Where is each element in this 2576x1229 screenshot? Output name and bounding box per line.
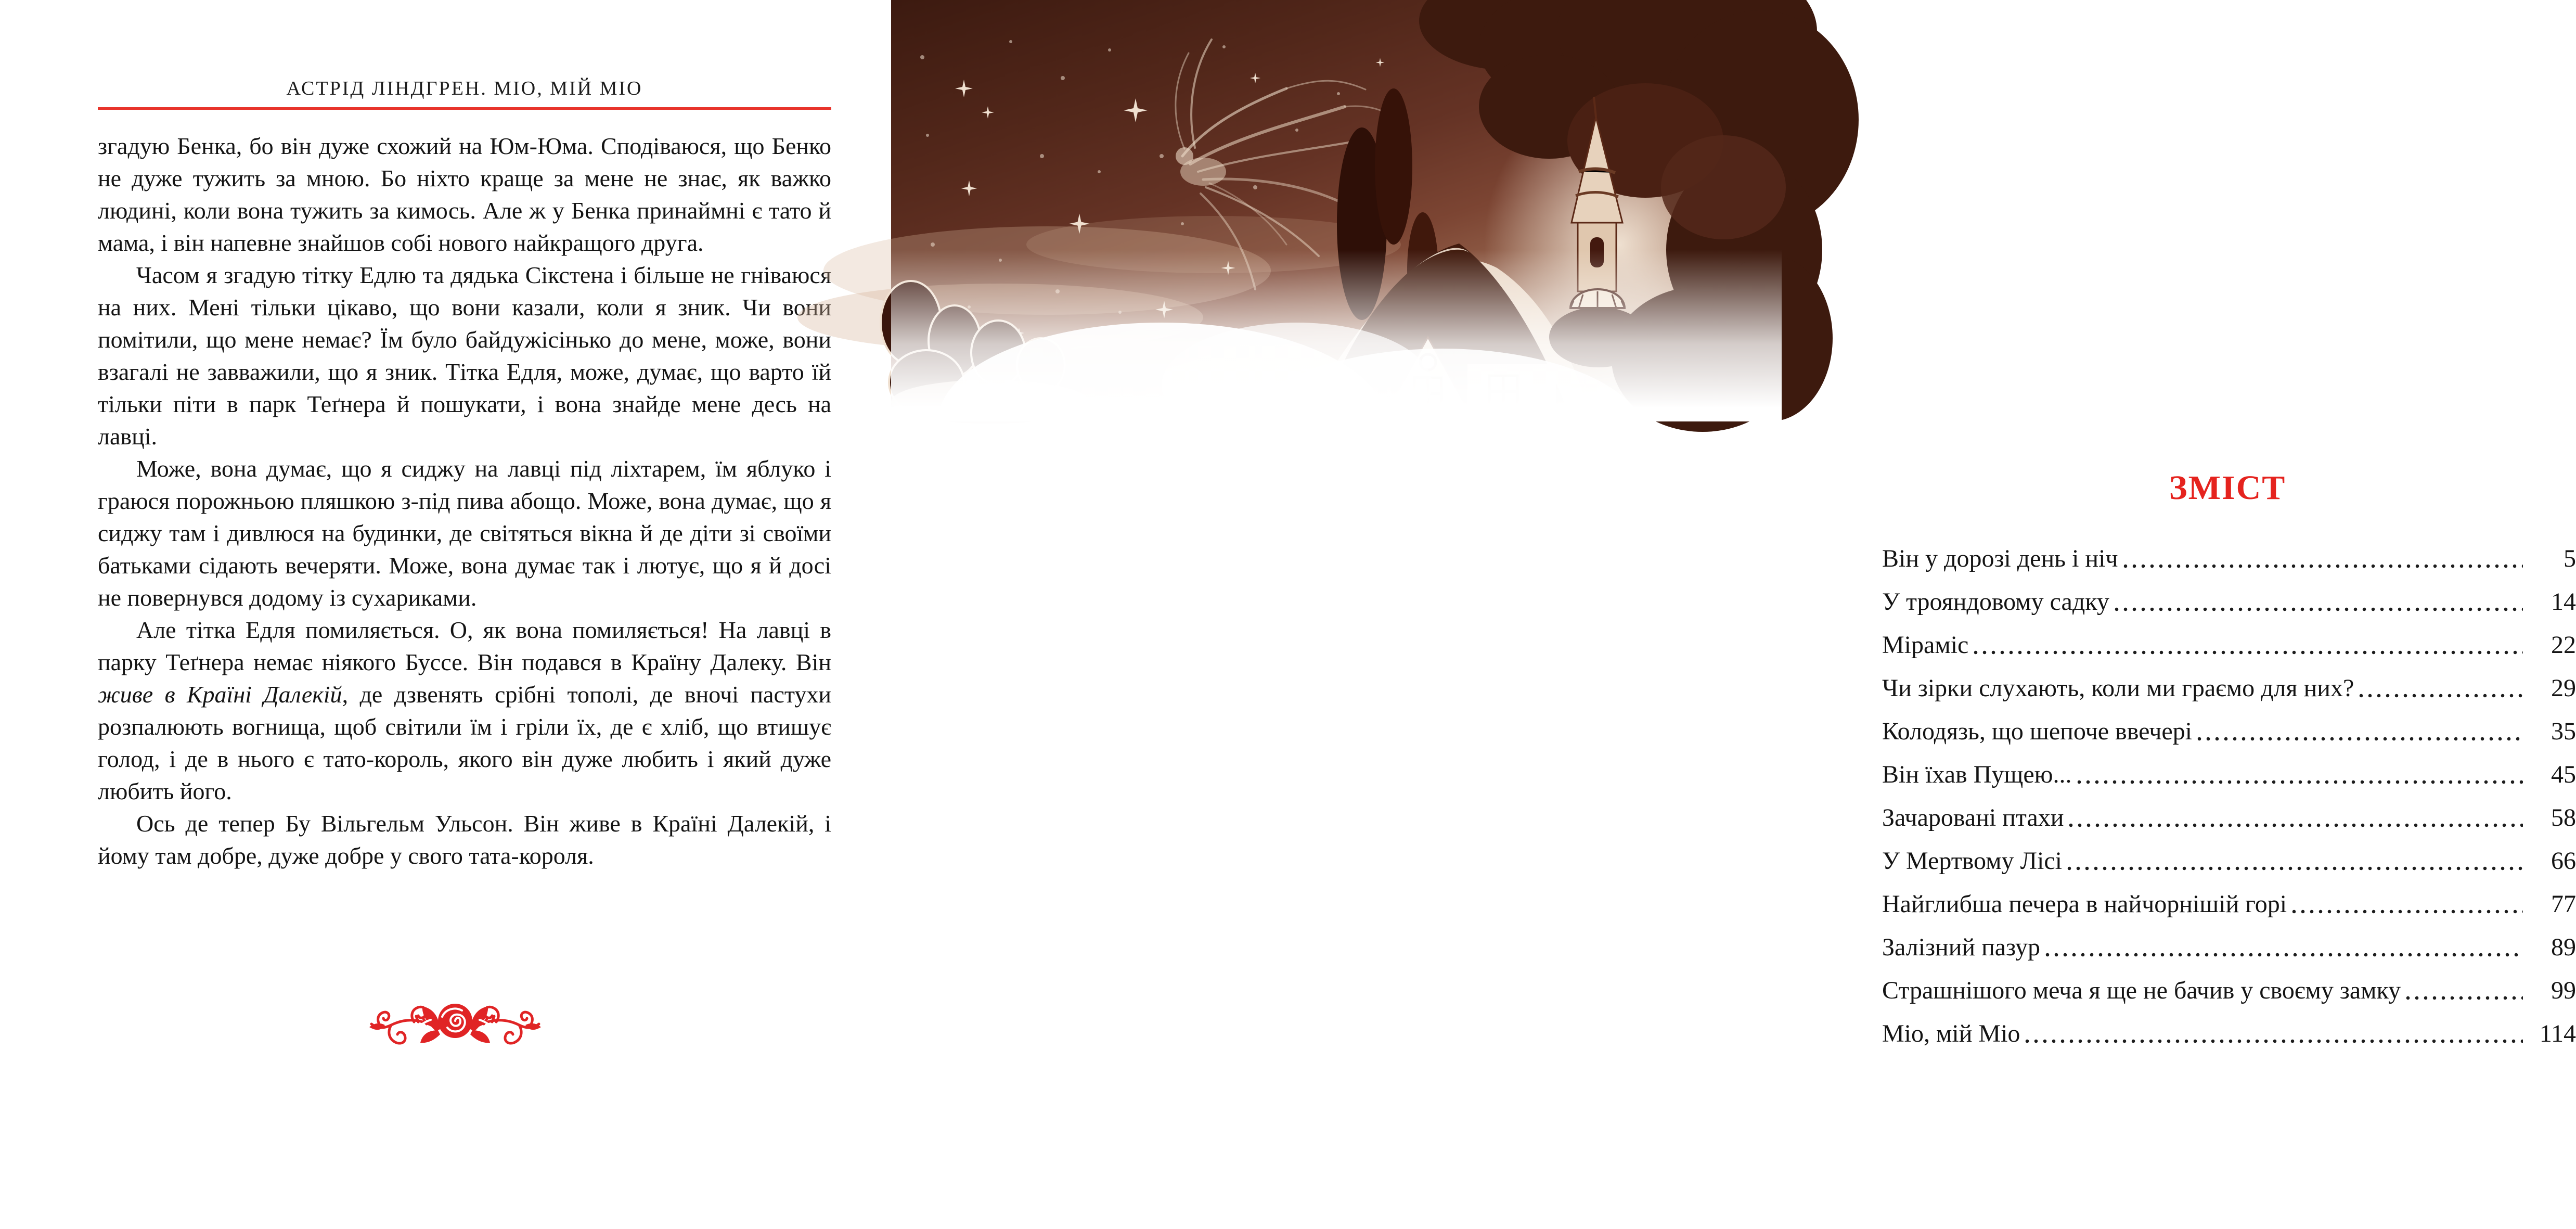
header-rule [98,107,831,110]
toc-title: Залізний пазур [1882,933,2041,962]
toc-title: Зачаровані птахи [1882,804,2064,832]
paragraph-text: Але тітка Едля помиляється. О, як вона помиляється! На лавці в парку Теґнера немає ніякого Буссе. Він подався в Країну Далеку. Він [98,617,831,675]
toc-leader [2025,1039,2523,1043]
paragraph: Може, вона думає, що я сиджу на лавці під ліхтарем, їм яблуко і граюся порожньою пляшкою з-під пива абощо. Може, вона думає, що я сиджу там і дивлюся на будинки, де світяться вікна й де діти зі своїми батьками сідають вечеряти. Може, вона думає так і лютує, що я й досі не повернувся додому із сухариками. [98,455,831,611]
toc-page-number: 114 [2539,1020,2576,1048]
toc-row [1882,573,2576,616]
toc-title: Міо, мій Міо [1882,1020,2020,1048]
night-illustration [891,0,1782,421]
paragraph: Ось де тепер Бу Вільгельм Ульсон. Він живе в Країні Далекій, і йому там добре, дуже добре у свого тата-короля. [98,810,831,869]
left-page [0,0,891,1229]
toc-title: У Мертвому Лісі [1882,847,2063,875]
toc-row [1882,659,2576,702]
toc-row [1882,918,2576,962]
toc-page-number: 45 [2551,761,2576,789]
body-text [98,130,831,872]
toc-row [1882,702,2576,746]
toc-list [1882,530,2576,1048]
mist-fade [891,250,1782,421]
toc-row [1882,616,2576,659]
toc-title: У трояндовому садку [1882,588,2109,616]
toc-title: Він їхав Пущею... [1882,761,2072,789]
rose-ornament-icon [364,998,546,1055]
paragraph: згадую Бенка, бо він дуже схожий на Юм-Юма. Сподіваюся, що Бенко не дуже тужить за мною. Бо ніхто краще за мене не знає, як важко людині, коли вона тужить за кимось. Але ж у Бенка принаймні є тато й мама, і він напевне знайшов собі нового найкращого друга. [98,133,831,256]
toc-page-number: 22 [2551,631,2576,659]
toc-leader [2115,607,2523,611]
toc-page-number: 58 [2551,804,2576,832]
toc-leader [2359,693,2523,698]
italic-phrase: живе в Країні Далекій [98,681,342,708]
toc-row [1882,875,2576,918]
toc-title: Колодязь, що шепоче ввечері [1882,718,2192,746]
toc-page-number: 89 [2551,933,2576,962]
toc-page-number: 66 [2551,847,2576,875]
toc-leader [2069,823,2523,827]
toc-title: Найглибша печера в найчорнішій горі [1882,890,2287,918]
paragraph-text: , де дзвенять срібні тополі, де вночі пастухи розпалюють вогнища, щоб світили їм і гріли їх, де є хліб, що втишує голод, і де в нього є тато-король, якого він дуже любить і який дуже любить його. [98,681,831,804]
paragraph [98,614,831,808]
toc-title: Він у дорозі день і ніч [1882,545,2118,573]
toc-leader [2406,995,2523,1000]
toc-page-number: 35 [2551,718,2576,746]
toc-row [1882,832,2576,875]
toc-page-number: 14 [2551,588,2576,616]
toc-leader [2067,866,2523,870]
toc-page-number: 29 [2551,674,2576,702]
toc-leader [2197,736,2523,741]
toc-row [1882,962,2576,1005]
toc-title: Чи зірки слухають, коли ми граємо для них? [1882,674,2354,702]
toc-row [1882,530,2576,573]
toc-leader [2045,952,2523,957]
toc-leader [1974,650,2523,655]
toc-row [1882,1005,2576,1048]
toc-page-number: 77 [2551,890,2576,918]
toc-leader [2123,564,2523,568]
toc-row [1882,789,2576,832]
right-page [891,0,2576,1229]
toc-heading: ЗМІСТ [2169,469,2286,507]
toc-leader [2292,909,2523,914]
toc-title: Страшнішого меча я ще не бачив у своєму замку [1882,977,2401,1005]
toc-page-number: 99 [2551,977,2576,1005]
toc-page-number: 5 [2564,545,2576,573]
running-header: АСТРІД ЛІНДГРЕН. МІО, МІЙ МІО [286,78,643,99]
paragraph: Часом я згадую тітку Едлю та дядька Сікстена і більше не гніваюся на них. Мені тільки цікаво, що вони казали, коли я зник. Чи вони помітили, що мене немає? Їм було байдужісінько до мене, може, вони взагалі не завважили, що я зник. Тітка Едля, може, думає, що варто їй тільки піти в парк Теґнера й пошукати, і вона знайде мене десь на лавці. [98,262,831,450]
toc-title: Міраміс [1882,631,1969,659]
toc-row [1882,746,2576,789]
toc-leader [2077,779,2523,784]
